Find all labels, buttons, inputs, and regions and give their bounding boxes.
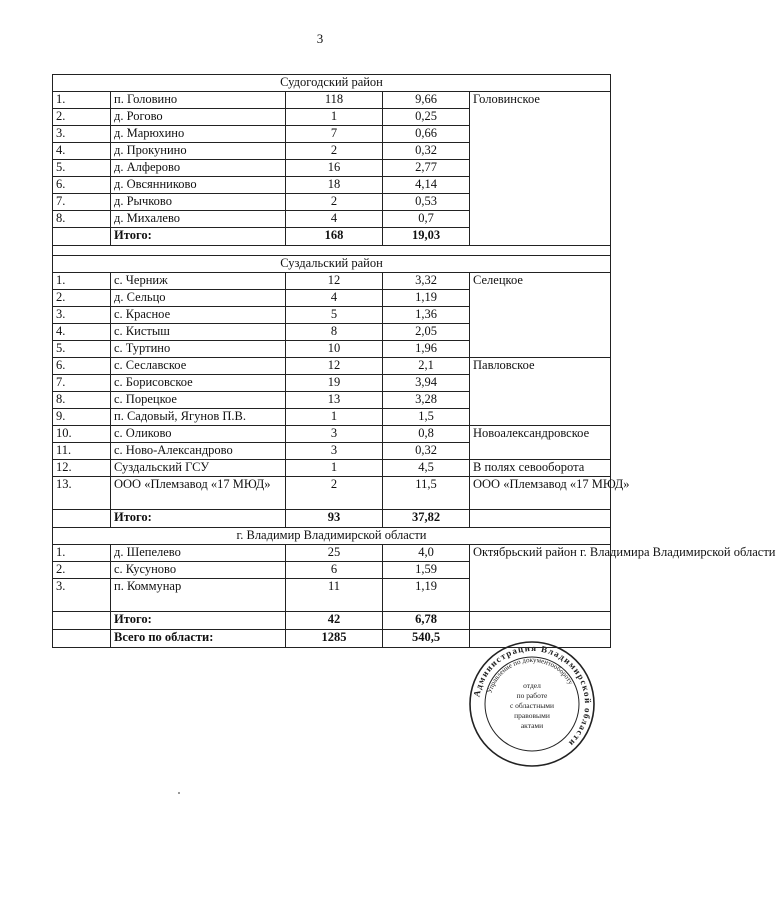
settlement-name: д. Шепелево bbox=[111, 545, 286, 562]
section-header-row bbox=[53, 256, 611, 273]
settlement-name: с. Кистыш bbox=[111, 324, 286, 341]
stamp-center-line: отдел bbox=[523, 681, 541, 690]
row-number: 7. bbox=[53, 375, 111, 392]
count-cell: 18 bbox=[286, 177, 383, 194]
settlement-name: д. Овсянниково bbox=[111, 177, 286, 194]
total-count: 168 bbox=[286, 228, 383, 246]
stamp-ring-text: Администрация Владимирской области bbox=[471, 642, 594, 749]
group-cell: Октябрьский район г. Владимира Владимирской области bbox=[470, 545, 611, 612]
table-row bbox=[53, 273, 611, 290]
settlement-name: с. Порецкое bbox=[111, 392, 286, 409]
area-cell: 1,96 bbox=[383, 341, 470, 358]
count-cell: 6 bbox=[286, 562, 383, 579]
count-cell: 11 bbox=[286, 579, 383, 612]
total-area: 19,03 bbox=[383, 228, 470, 246]
settlement-name: с. Кусуново bbox=[111, 562, 286, 579]
row-number: 10. bbox=[53, 426, 111, 443]
row-number: 2. bbox=[53, 290, 111, 307]
settlement-name: д. Сельцо bbox=[111, 290, 286, 307]
settlements-table bbox=[52, 74, 776, 648]
settlement-name: с. Ново-Александрово bbox=[111, 443, 286, 460]
settlement-name: п. Коммунар bbox=[111, 579, 286, 612]
row-number: 8. bbox=[53, 211, 111, 228]
area-cell: 3,94 bbox=[383, 375, 470, 392]
count-cell: 10 bbox=[286, 341, 383, 358]
row-number: 4. bbox=[53, 143, 111, 160]
table-row bbox=[53, 92, 611, 109]
count-cell: 1 bbox=[286, 460, 383, 477]
row-number: 5. bbox=[53, 160, 111, 177]
row-number: 1. bbox=[53, 273, 111, 290]
settlement-name: д. Прокунино bbox=[111, 143, 286, 160]
area-cell: 0,25 bbox=[383, 109, 470, 126]
area-cell: 1,36 bbox=[383, 307, 470, 324]
area-cell: 2,05 bbox=[383, 324, 470, 341]
table-row bbox=[53, 477, 611, 510]
settlement-name: Суздальский ГСУ bbox=[111, 460, 286, 477]
table-row bbox=[53, 460, 611, 477]
official-stamp bbox=[468, 640, 596, 768]
row-number: 4. bbox=[53, 324, 111, 341]
area-cell: 0,32 bbox=[383, 143, 470, 160]
table-row bbox=[53, 358, 611, 375]
section-header-row bbox=[53, 75, 611, 92]
settlement-name: с. Туртино bbox=[111, 341, 286, 358]
page-number: 3 bbox=[316, 31, 324, 46]
row-number: 9. bbox=[53, 409, 111, 426]
area-cell: 1,19 bbox=[383, 290, 470, 307]
settlement-name: п. Садовый, Ягунов П.В. bbox=[111, 409, 286, 426]
count-cell: 1 bbox=[286, 409, 383, 426]
stamp-center-line: актами bbox=[520, 721, 544, 730]
area-cell: 4,0 bbox=[383, 545, 470, 562]
row-number: 6. bbox=[53, 177, 111, 194]
row-number: 12. bbox=[53, 460, 111, 477]
settlement-name: с. Красное bbox=[111, 307, 286, 324]
row-number: 6. bbox=[53, 358, 111, 375]
total-row bbox=[53, 612, 611, 630]
count-cell: 19 bbox=[286, 375, 383, 392]
area-cell: 0,8 bbox=[383, 426, 470, 443]
settlement-name: ООО «Племзавод «17 МЮД» bbox=[111, 477, 286, 510]
row-number: 11. bbox=[53, 443, 111, 460]
area-cell: 0,7 bbox=[383, 211, 470, 228]
grand-total-area: 540,5 bbox=[383, 630, 470, 648]
settlement-name: п. Головино bbox=[111, 92, 286, 109]
grand-total-count: 1285 bbox=[286, 630, 383, 648]
group-cell: ООО «Племзавод «17 МЮД» bbox=[470, 477, 611, 510]
area-cell: 2,1 bbox=[383, 358, 470, 375]
total-count: 42 bbox=[286, 612, 383, 630]
row-number: 2. bbox=[53, 109, 111, 126]
spacer-row bbox=[53, 246, 611, 256]
area-cell: 0,66 bbox=[383, 126, 470, 143]
count-cell: 3 bbox=[286, 426, 383, 443]
stamp-inner-ring-text: Управление по документообороту bbox=[485, 655, 575, 695]
settlement-name: д. Марюхино bbox=[111, 126, 286, 143]
row-number: 7. bbox=[53, 194, 111, 211]
row-number: 1. bbox=[53, 92, 111, 109]
area-cell: 4,5 bbox=[383, 460, 470, 477]
row-number: 3. bbox=[53, 307, 111, 324]
area-cell: 3,32 bbox=[383, 273, 470, 290]
table-row bbox=[53, 545, 611, 562]
row-number: 5. bbox=[53, 341, 111, 358]
count-cell: 7 bbox=[286, 126, 383, 143]
settlement-name: с. Сеславское bbox=[111, 358, 286, 375]
row-number: 1. bbox=[53, 545, 111, 562]
total-count: 93 bbox=[286, 510, 383, 528]
count-cell: 16 bbox=[286, 160, 383, 177]
row-number: 2. bbox=[53, 562, 111, 579]
stamp-center-line: по работе bbox=[516, 691, 548, 700]
count-cell: 13 bbox=[286, 392, 383, 409]
total-area: 37,82 bbox=[383, 510, 470, 528]
settlement-name: с. Черниж bbox=[111, 273, 286, 290]
group-cell: Новоалександровское bbox=[470, 426, 611, 460]
count-cell: 4 bbox=[286, 211, 383, 228]
section-title: Судогодский район bbox=[53, 75, 611, 92]
table-row bbox=[53, 426, 611, 443]
count-cell: 8 bbox=[286, 324, 383, 341]
scan-speck bbox=[178, 792, 180, 794]
total-area: 6,78 bbox=[383, 612, 470, 630]
area-cell: 4,14 bbox=[383, 177, 470, 194]
group-cell: Павловское bbox=[470, 358, 611, 426]
count-cell: 118 bbox=[286, 92, 383, 109]
count-cell: 4 bbox=[286, 290, 383, 307]
count-cell: 2 bbox=[286, 194, 383, 211]
group-cell: Селецкое bbox=[470, 273, 611, 358]
area-cell: 2,77 bbox=[383, 160, 470, 177]
settlement-name: с. Борисовское bbox=[111, 375, 286, 392]
row-number: 8. bbox=[53, 392, 111, 409]
count-cell: 1 bbox=[286, 109, 383, 126]
total-label: Итого: bbox=[111, 510, 286, 528]
count-cell: 3 bbox=[286, 443, 383, 460]
settlement-name: д. Рогово bbox=[111, 109, 286, 126]
total-label: Итого: bbox=[111, 228, 286, 246]
count-cell: 25 bbox=[286, 545, 383, 562]
section-header-row bbox=[53, 528, 611, 545]
group-cell: Головинское bbox=[470, 92, 611, 246]
settlement-name: с. Оликово bbox=[111, 426, 286, 443]
stamp-center-line: правовыми bbox=[514, 711, 550, 720]
area-cell: 1,59 bbox=[383, 562, 470, 579]
area-cell: 0,53 bbox=[383, 194, 470, 211]
grand-total-label: Всего по области: bbox=[111, 630, 286, 648]
area-cell: 11,5 bbox=[383, 477, 470, 510]
group-cell: В полях севооборота bbox=[470, 460, 611, 477]
count-cell: 5 bbox=[286, 307, 383, 324]
count-cell: 2 bbox=[286, 143, 383, 160]
area-cell: 1,19 bbox=[383, 579, 470, 612]
count-cell: 12 bbox=[286, 358, 383, 375]
settlement-name: д. Рычково bbox=[111, 194, 286, 211]
count-cell: 2 bbox=[286, 477, 383, 510]
area-cell: 0,32 bbox=[383, 443, 470, 460]
area-cell: 3,28 bbox=[383, 392, 470, 409]
area-cell: 9,66 bbox=[383, 92, 470, 109]
total-row bbox=[53, 510, 611, 528]
total-label: Итого: bbox=[111, 612, 286, 630]
settlement-name: д. Алферово bbox=[111, 160, 286, 177]
area-cell: 1,5 bbox=[383, 409, 470, 426]
row-number: 3. bbox=[53, 126, 111, 143]
section-title: Суздальский район bbox=[53, 256, 611, 273]
section-title: г. Владимир Владимирской области bbox=[53, 528, 611, 545]
count-cell: 12 bbox=[286, 273, 383, 290]
settlement-name: д. Михалево bbox=[111, 211, 286, 228]
row-number: 13. bbox=[53, 477, 111, 510]
row-number: 3. bbox=[53, 579, 111, 612]
stamp-center-line: с областными bbox=[509, 701, 555, 710]
